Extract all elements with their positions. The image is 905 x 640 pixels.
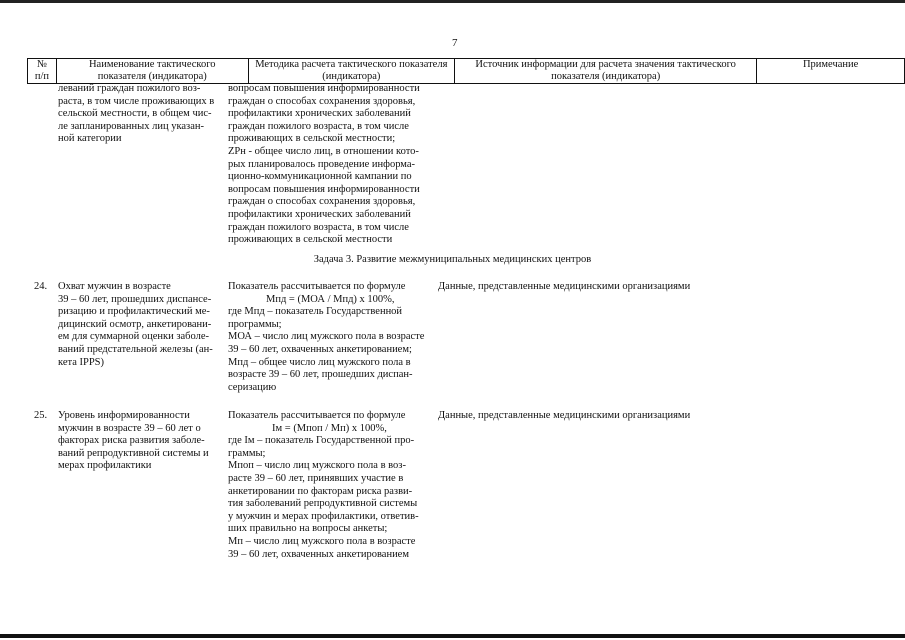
- row25-name: Уровень информированности мужчин в возрасте 39 – 60 лет о факторах риска развития заболе- ваний репродуктивной системы и мерах профилактики: [58, 410, 209, 472]
- row25-method: Показатель рассчитывается по формуле Iм = (Мпоп / Мп) х 100%, где Iм – показатель Государственной про- граммы; Мпоп – число лиц мужского пола в воз- расте 39 – 60 лет, принявших участие в анкетировании по факторам риска разви- тия заболеваний репродуктивной системы у мужчин и мерах профилактики, ответив- ших правильно на вопросы анкеты; Мп – число лиц мужского пола в возрасте 39 – 60 лет, охваченных анкетированием: [228, 410, 430, 561]
- top-border: [0, 0, 905, 3]
- header-indicator-name: Наименование тактического показателя (индикатора): [56, 59, 248, 84]
- prev-row-name: левaний граждан пожилого воз- раста, в том числе проживающих в сельской местности, в общем чис- ле запланированных лиц указан- ной категории: [58, 83, 215, 145]
- row25-formula: Iм = (Мпоп / Мп) х 100%,: [272, 422, 387, 434]
- row24-formula: Мпд = (МОА / Мпд) х 100%,: [266, 293, 395, 305]
- header-source: Источник информации для расчета значения тактического показателя (индикатора): [455, 59, 757, 84]
- row24-source: Данные, представленные медицинскими организациями: [438, 281, 691, 292]
- bottom-border: [0, 634, 905, 638]
- row24-name: Охват мужчин в возрасте 39 – 60 лет, прошедших диспансе- ризацию и профилактический ме- дицинский осмотр, анкетировани- ем для суммарной оценки заболе- ваний предстательной железы (ан- кета IPPS): [58, 281, 213, 368]
- page-number: 7: [452, 37, 458, 49]
- row25-number: 25.: [34, 410, 48, 421]
- row24-number: 24.: [34, 281, 48, 292]
- prev-row-method: вопросам повышения информированности граждан о способах сохранения здоровья, профилактики хронических заболеваний граждан пожилого возраста, в том числе проживающих в сельской местности; ZPн - общее число лиц, в отношении кото- рых планировалось проведение информа- ционно-коммуникационной кампании по вопросам повышения информированности граждан о способах сохранения здоровья, профилактики хронических заболеваний граждан пожилого возраста, в том числе проживающих в сельской местности: [228, 83, 420, 246]
- task-title: Задача 3. Развитие межмуниципальных медицинских центров: [313, 254, 592, 265]
- header-number: № п/п: [28, 59, 57, 84]
- row25-source: Данные, представленные медицинскими организациями: [438, 410, 691, 421]
- row24-method: Показатель рассчитывается по формуле Мпд = (МОА / Мпд) х 100%, где Мпд – показатель Государственной программы; МОА – число лиц мужского пола в возрасте 39 – 60 лет, охваченных анкетированием; Мпд – общее число лиц мужского пола в возрасте 39 – 60 лет, прошедших диспан- серизацию: [228, 281, 430, 394]
- header-method: Методика расчета тактического показателя (индикатора): [248, 59, 455, 84]
- header-note: Примечание: [757, 59, 905, 84]
- table-header: [27, 58, 905, 84]
